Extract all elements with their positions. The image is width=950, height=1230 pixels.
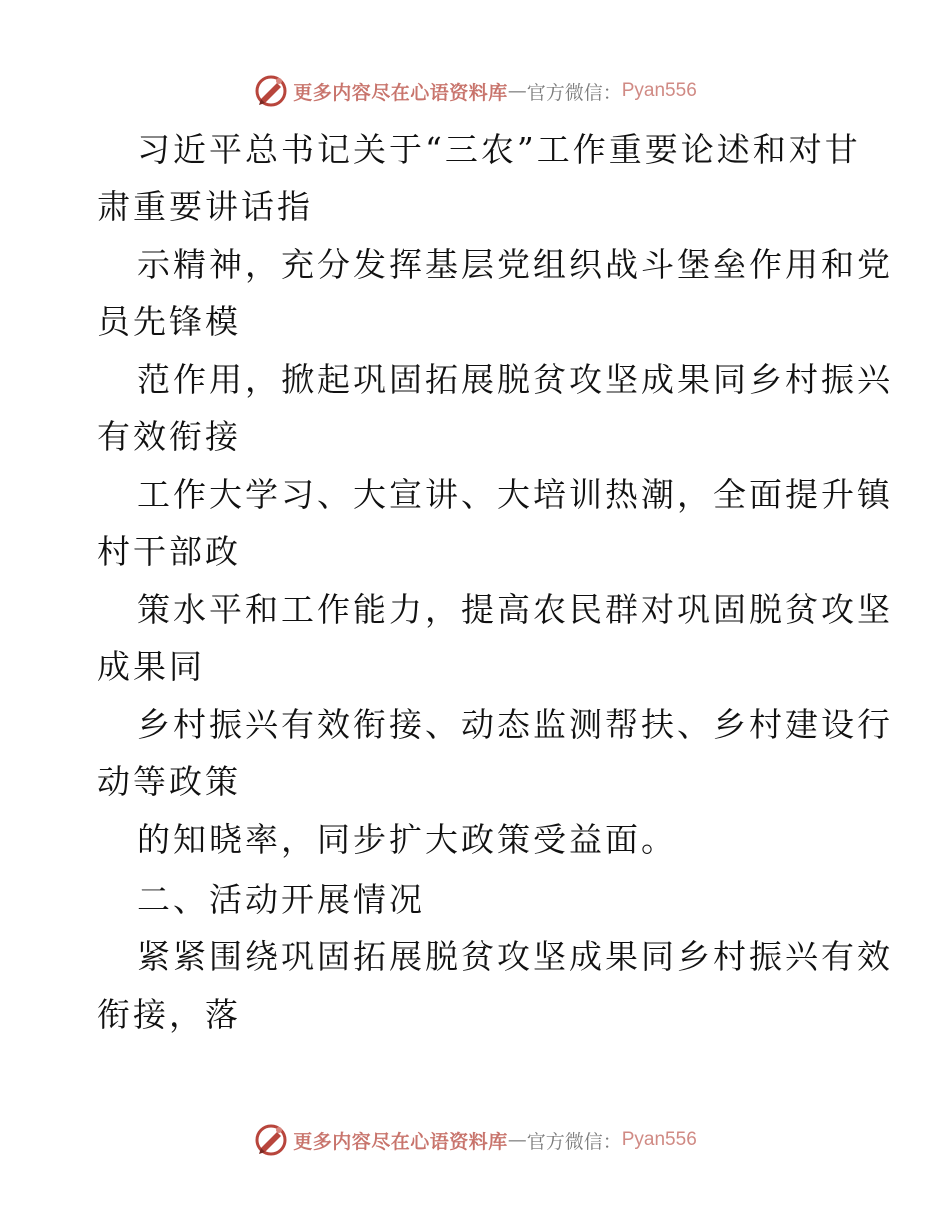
body-line: 示精神，充分发挥基层党组织战斗堡垒作用和党: [137, 245, 893, 284]
body-line: 的知晓率，同步扩大政策受益面。: [137, 820, 677, 859]
watermark-id: Pyan556: [621, 1129, 697, 1150]
body-line: 衔接，落: [97, 995, 241, 1034]
watermark-brand: 更多内容尽在心语资料库: [293, 1130, 508, 1153]
body-line: 习近平总书记关于“三农”工作重要论述和对甘: [137, 130, 861, 169]
watermark-brand: 更多内容尽在心语资料库: [293, 81, 508, 104]
body-line: 范作用，掀起巩固拓展脱贫攻坚成果同乡村振兴: [137, 360, 893, 399]
body-line: 工作大学习、大宣讲、大培训热潮，全面提升镇: [137, 475, 893, 514]
footer-watermark: [0, 1120, 950, 1160]
body-line: 村干部政: [97, 532, 241, 571]
body-line: 紧紧围绕巩固拓展脱贫攻坚成果同乡村振兴有效: [137, 937, 893, 976]
body-line: 策水平和工作能力，提高农民群对巩固脱贫攻坚: [137, 590, 893, 629]
watermark-separator: —: [507, 80, 527, 102]
body-line: 乡村振兴有效衔接、动态监测帮扶、乡村建设行: [137, 705, 893, 744]
body-line: 有效衔接: [97, 417, 241, 456]
watermark-label: 官方微信：: [526, 81, 622, 104]
pen-logo-icon: [253, 73, 289, 109]
body-line: 成果同: [97, 647, 205, 686]
body-line: 肃重要讲话指: [97, 187, 313, 226]
body-line: 员先锋模: [97, 302, 241, 341]
pen-logo-icon: [253, 1122, 289, 1158]
header-watermark: [0, 71, 950, 111]
watermark-id: Pyan556: [621, 80, 697, 101]
watermark-separator: —: [507, 1129, 527, 1151]
watermark-label: 官方微信：: [526, 1130, 622, 1153]
body-line: 动等政策: [97, 762, 241, 801]
section-heading: 二、活动开展情况: [137, 880, 425, 919]
